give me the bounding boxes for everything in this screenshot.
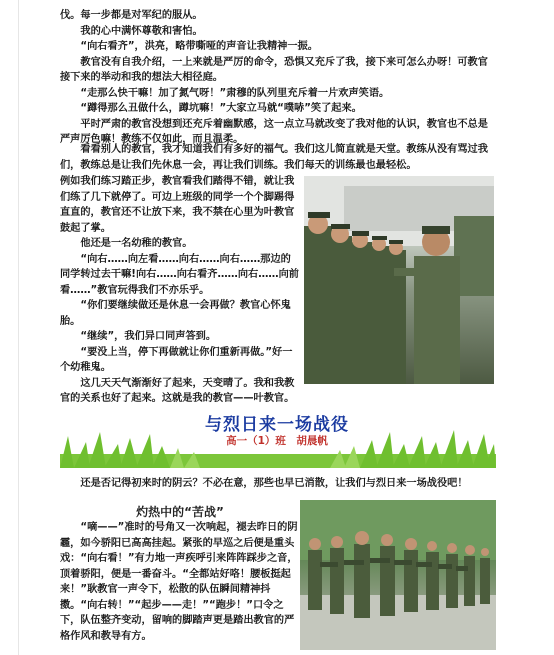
section-title: 与烈日来一场战役: [205, 415, 349, 435]
paragraph: 平时严肃的教官没想到还充斥着幽默感，这一点立马就改变了我对他的认识，教官也不总是严声厉色嘛！教练不仅如此，而且温柔。: [60, 118, 488, 145]
paragraph: “你们要继续做还是休息一会再做？教官心怀鬼胎。: [60, 300, 291, 327]
paragraph: 例如我们练习踏正步，教官看我们踏得不错，就让我们练了几下就停了。可边上班级的同学一个个脚踢得直直的，教官还不让放下来，我不禁在心里为叶教官鼓起了掌。: [60, 176, 295, 234]
subsection-title: 灼热中的“苦战”: [136, 505, 224, 519]
paragraph: “蹲得那么丑做什么，蹲坑嘛！”大家立马就“噗哧”笑了起来。: [80, 103, 362, 114]
paragraph: “嘀——”准时的号角又一次响起，褪去昨日的阴霾，如今骄阳已高高挂起。紧张的早巡之后便是重头戏：“向右看！”有力地一声疾呼引来阵阵踩步之音，顶着骄阳，便是一番奋斗。“全都站好咯！腰板挺起来！”耿教官一声令下，松散的队伍瞬间精神抖擞。“向右转！”“起步——走！”“跑步！”口令之下，队伍整齐变动，留响的脚踏声更是踏出教官的严格作风和教导有方。: [60, 522, 298, 642]
paragraph: 他还是一名幼稚的教官。: [80, 238, 193, 249]
paragraph: 看看别人的教官，我才知道我们有多好的福气。我们这儿简直就是天堂。教练从没有骂过我们，教练总是让我们先休息一会，再让我们训练。我们每天的训练最也最轻松。: [60, 144, 488, 171]
article-top-section: [60, 8, 496, 148]
paragraph: 我的心中满怀尊敬和害怕。: [80, 25, 203, 37]
section-intro: [60, 476, 496, 492]
article-wide-paragraph: [60, 142, 496, 173]
article-left-column: [60, 174, 300, 407]
paragraph: “继续”，我们异口同声答到。: [80, 331, 217, 342]
paragraph: “向右……向左看……向右……向右……那边的同学转过去干嘛!向右……向右看齐……向右……向前看……”教官玩得我们不亦乐乎。: [60, 253, 299, 296]
paragraph: “要没上当，停下再做就让你们重新再做。”好一个幼稚鬼。: [60, 346, 293, 373]
photo-instructor-adjusting-cadets: [304, 176, 494, 384]
paragraph: “向右看齐”，洪亮，略带嘶哑的声音让我精神一振。: [80, 41, 318, 52]
author-byline: 高一（1）班 胡晨帆: [226, 435, 328, 447]
paragraph: “走那么快干嘛！加了氮气呀！”肃穆的队列里充斥着一片欢声笑语。: [80, 87, 390, 99]
page-edge-line: [18, 0, 19, 655]
paragraph: 还是否记得初来时的阴云？不必在意，那些也早已消散，让我们与烈日来一场战役吧！: [80, 478, 468, 489]
paragraph: 这几天天气渐渐好了起来，天变晴了。我和我教官的关系也好了起来。这就是我的教官——叶教官。: [60, 377, 295, 404]
paragraph: 教官没有自我介绍，一上来就是严厉的命令，恐惧又充斥了我，接下来可怎么办呀！可教官接下来的举动和我的想法大相径庭。: [60, 56, 488, 83]
paragraph: 伐。每一步都是对军纪的服从。: [60, 10, 203, 21]
section-left-column: [60, 520, 298, 644]
photo-marching-cadets: [300, 500, 496, 650]
